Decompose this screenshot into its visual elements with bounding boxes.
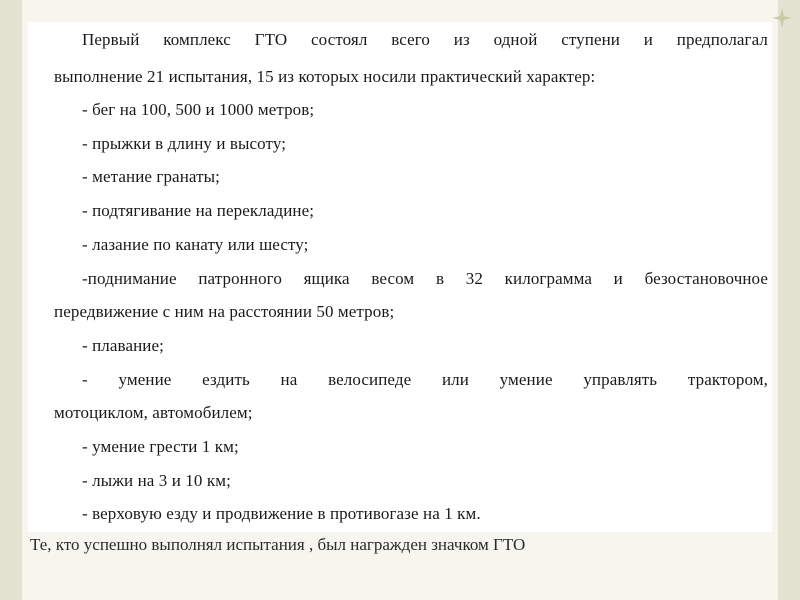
list-item-box-line-2: передвижение с ним на расстоянии 50 метров; [54, 302, 395, 321]
list-item-drive-line-2: мотоциклом, автомобилем; [54, 403, 253, 422]
list-item-climb: - лазание по канату или шесту; [82, 235, 309, 254]
list-item-run: - бег на 100, 500 и 1000 метров; [82, 100, 315, 119]
intro-line-1: Первый комплекс ГТО состоял всего из одной ступени и предполагал [82, 30, 768, 49]
left-side-band [0, 0, 22, 600]
list-item-swim: - плавание; [82, 336, 164, 355]
right-side-band [778, 0, 800, 600]
list-item-row: - умение грести 1 км; [82, 437, 239, 456]
intro-line-2: выполнение 21 испытания, 15 из которых носили практический характер: [54, 67, 596, 86]
list-item-grenade: - метание гранаты; [82, 167, 220, 186]
list-item-drive-line-1: - умение ездить на велосипеде или умение управлять трактором, [82, 370, 768, 389]
list-item-ski: - лыжи на 3 и 10 км; [82, 471, 231, 490]
list-item-ride: - верховую езду и продвижение в противогазе на 1 км. [82, 504, 481, 523]
list-item-pullups: - подтягивание на перекладине; [82, 201, 315, 220]
list-item-box-line-1: -поднимание патронного ящика весом в 32 килограмма и безостановочное [82, 269, 768, 288]
award-caption: Те, кто успешно выполнял испытания , был награжден значком ГТО [30, 535, 526, 554]
list-item-jumps: - прыжки в длину и высоту; [82, 134, 287, 153]
four-point-star-icon [772, 8, 792, 28]
